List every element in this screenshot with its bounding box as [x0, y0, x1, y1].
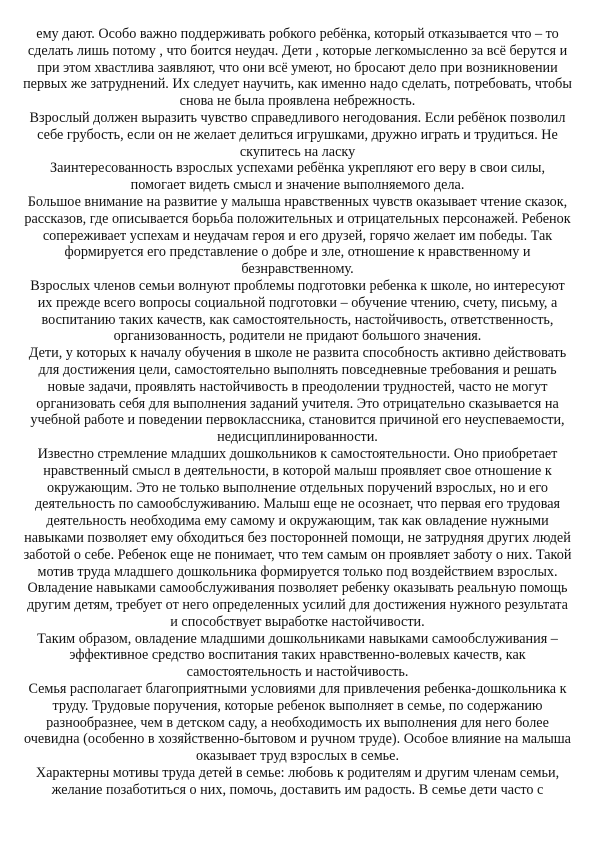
document-body [22, 26, 573, 799]
paragraph-3: Заинтересованность взрослых успехами ребёнка укрепляют его веру в свои силы, помогает видеть смысл и значение выполняемого дела. [49, 160, 546, 194]
paragraph-10: Семья располагает благоприятными условиями для привлечения ребенка-дошкольника к труду. Трудовые поручения, которые ребенок выполняет в семье, по содержанию разнообразнее, чем в детском саду, а необходимость их выполнения для него более очевидна (особенно в хозяйственно-бытовом и ручном труде). Особое влияние на малыша оказывает труд взрослых в семье. [24, 681, 571, 765]
paragraph-6: Дети, у которых к началу обучения в школе не развита способность активно действовать для достижения цели, самостоятельно выполнять повседневные требования и решать новые задачи, проявлять настойчивость в преодолении трудностей, часто не могут организовать себя для выполнения заданий учителя. Это отрицательно сказывается на учебной работе и поведении первоклассника, становится причиной его неуспеваемости, недисциплинированности. [28, 345, 567, 446]
paragraph-5: Взрослых членов семьи волнуют проблемы подготовки ребенка к школе, но интересуют их прежде всего вопросы социальной подготовки – обучение чтению, счету, письму, а воспитанию таких качеств, как самостоятельность, настойчивость, ответственность, организованность, родители не придают большого значения. [30, 277, 565, 345]
paragraph-2: Взрослый должен выразить чувство справедливого негодования. Если ребёнок позволил себе грубость, если он не желает делиться игрушками, дружно играть и трудиться. Не скупитесь на ласку [29, 109, 566, 160]
paragraph-11: Характерны мотивы труда детей в семье: любовь к родителям и другим членам семьи, желание позаботиться о них, помочь, доставить им радость. В семье дети часто с [35, 765, 560, 798]
paragraph-4: Большое внимание на развитие у малыша нравственных чувств оказывает чтение сказок, рассказов, где описывается борьба положительных и отрицательных персонажей. Ребенок сопереживает успехам и неудачам героя и его друзей, горячо желает им победы. Так формируется его представление о добре и зле, отношение к нравственному и безнравственному. [24, 193, 571, 278]
paragraph-1: ему дают. Особо важно поддерживать робкого ребёнка, который отказывается что – то сделать лишь потому , что боится неудач. Дети , которые легкомысленно за всё берутся и при этом хвастлива заявляют, что они всё умеют, но бросают дело при возникновении первых же затруднений. Их следует научить, как именно надо сделать, потребовать, чтобы снова не была проявлена небрежность. [23, 26, 572, 110]
paragraph-9: Таким образом, овладение младшими дошкольниками навыками самообслуживания – эффективное средство воспитания таких нравственно-волевых качеств, как самостоятельность и настойчивость. [37, 630, 558, 681]
paragraph-8: Овладение навыками самообслуживания позволяет ребенку оказывать реальную помощь другим детям, требует от него определенных усилий для достижения нужного результата и способствует выработке настойчивости. [27, 580, 568, 630]
paragraph-7: Известно стремление младших дошкольников к самостоятельности. Оно приобретает нравственный смысл в деятельности, в которой малыш проявляет свое отношение к окружающим. Это не только выполнение отдельных поручений взрослых, но и его деятельность по самообслуживанию. Малыш еще не осознает, что первая его трудовая деятельность необходима ему самому и окружающим, так как овладение нужными навыками позволяет ему обходиться без посторонней помощи, не затрудняя других людей заботой о себе. Ребенок еще не понимает, что тем самым он проявляет заботу о них. Такой мотив труда младшего дошкольника формируется только под воздействием взрослых. [23, 445, 572, 580]
